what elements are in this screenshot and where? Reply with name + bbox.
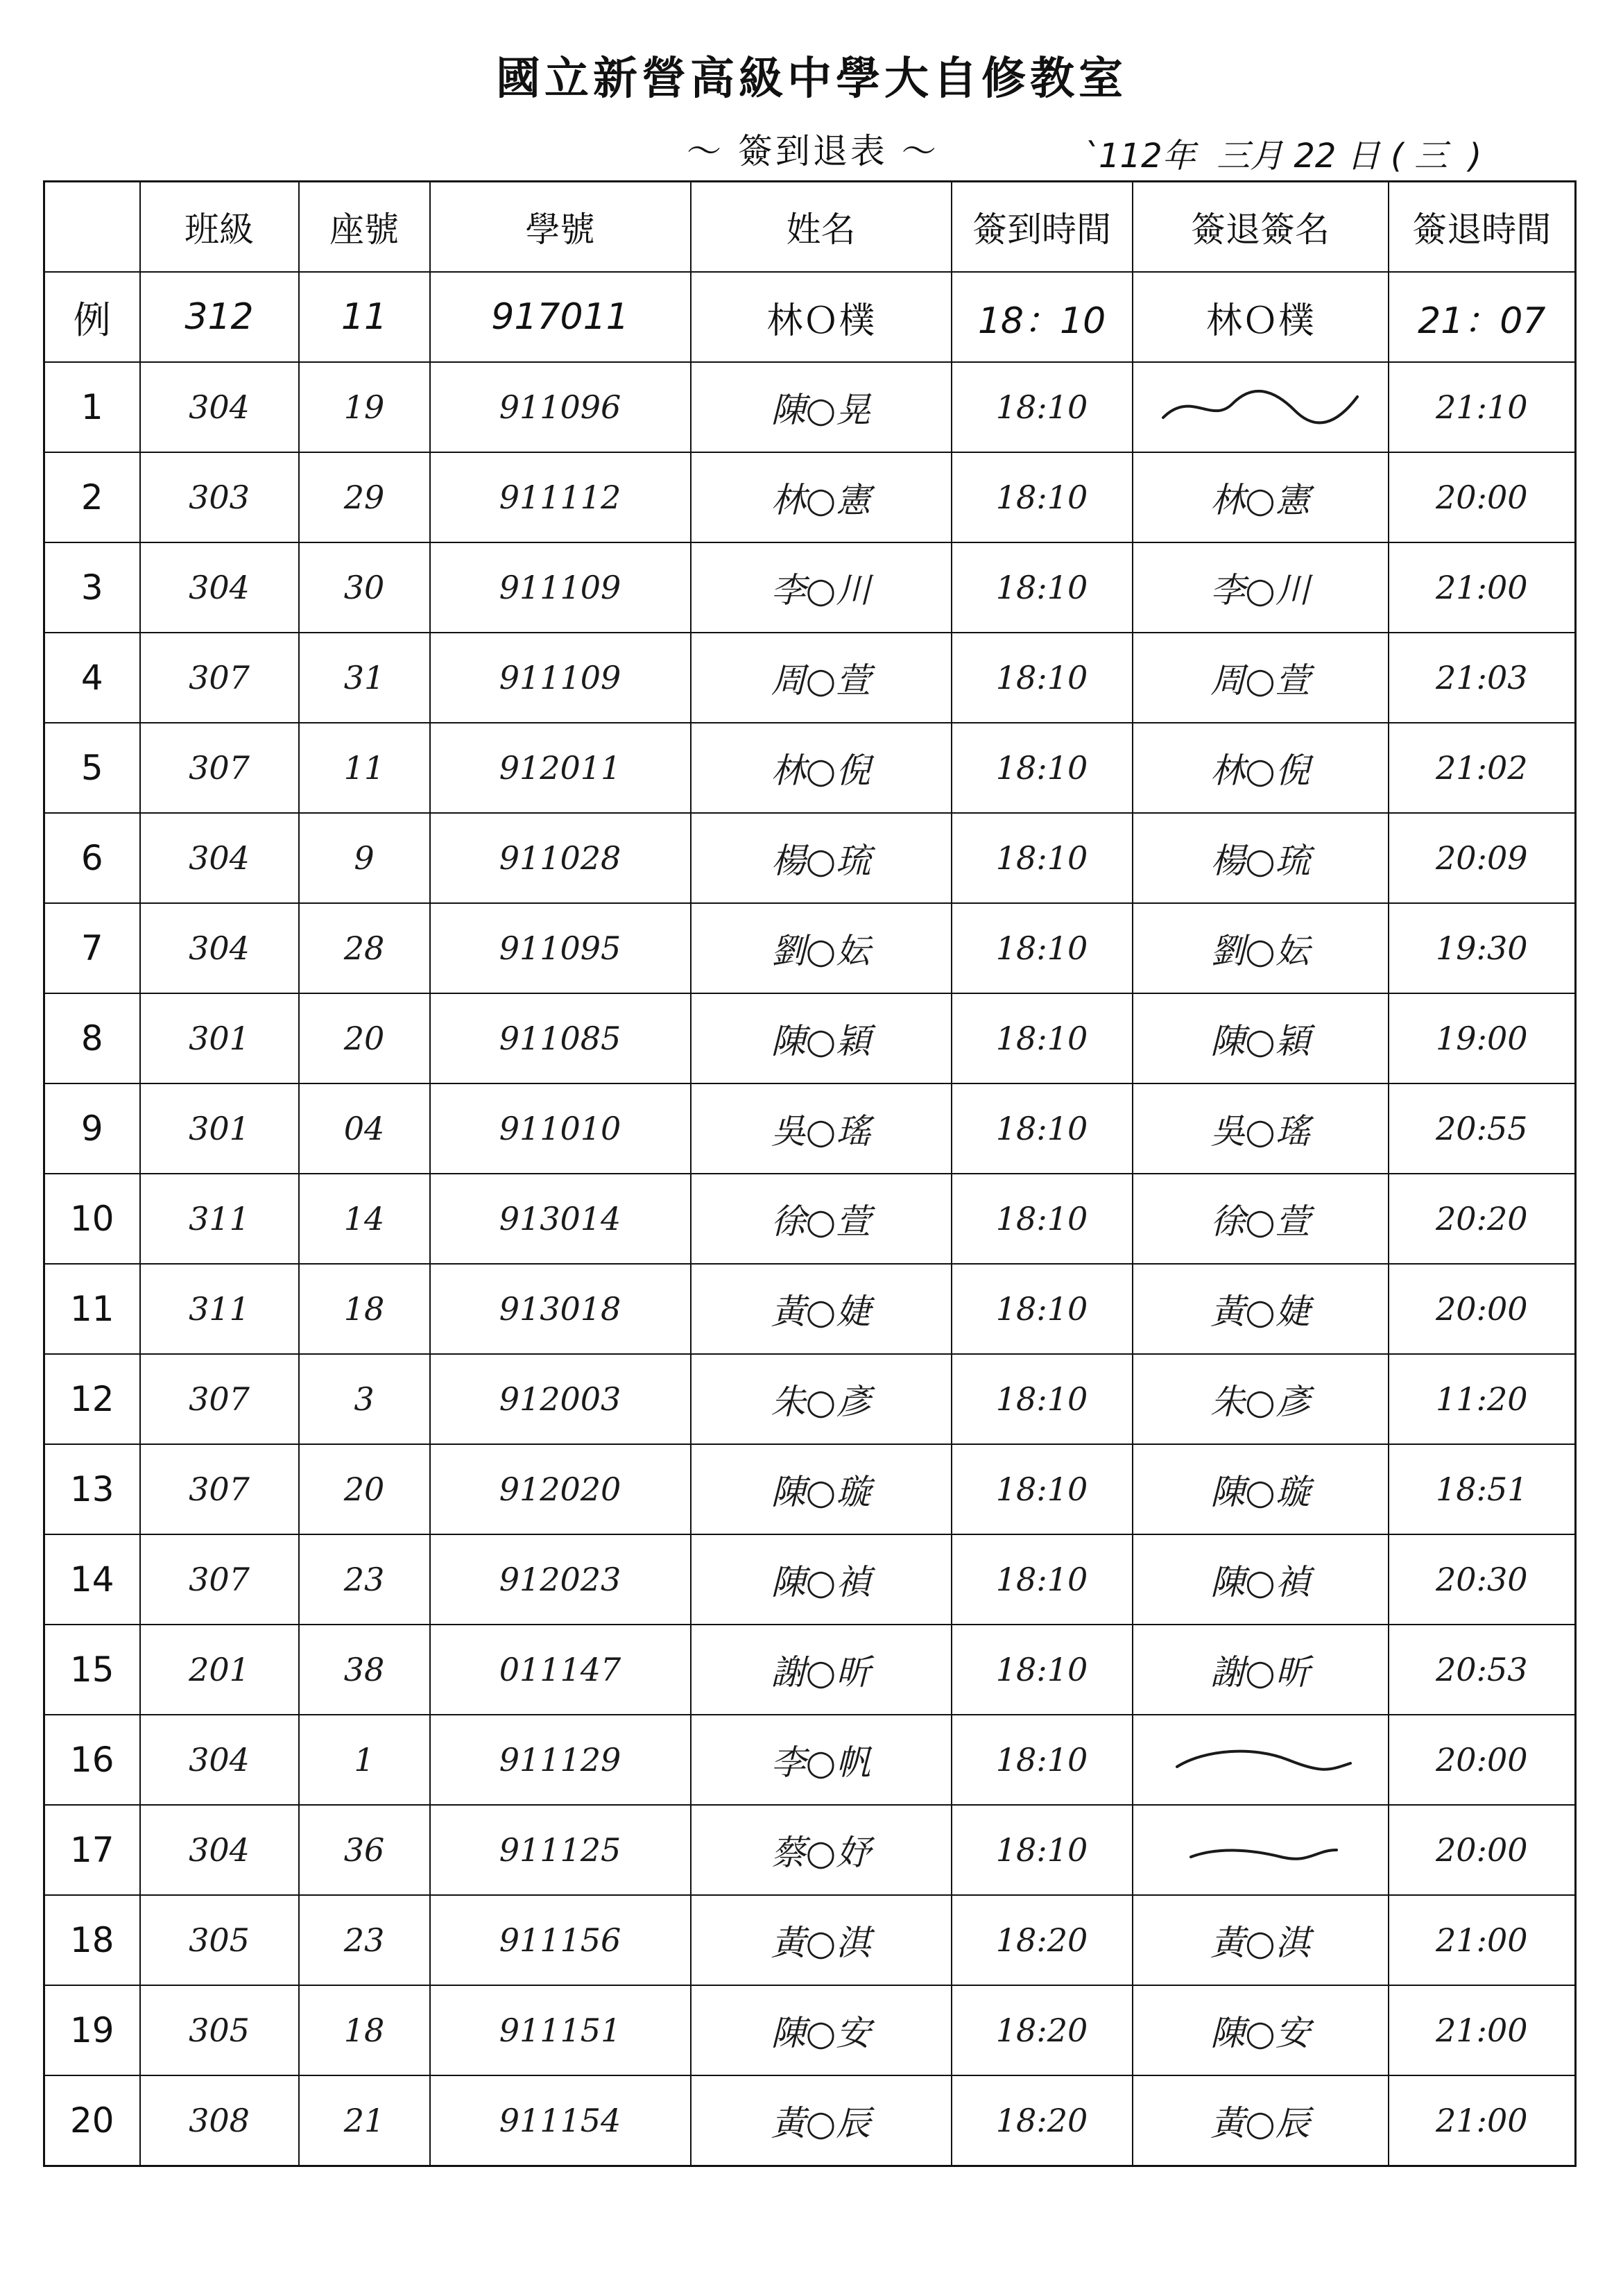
example-sign-out-time: 21：07 xyxy=(1389,272,1576,362)
name-cell: 陳○璇 xyxy=(691,1444,952,1534)
seat-cell: 29 xyxy=(299,452,430,542)
table-row xyxy=(44,1354,1576,1444)
name-cell: 劉○妘 xyxy=(691,903,952,993)
student-id-cell: 911154 xyxy=(430,2075,691,2166)
table-row xyxy=(44,1895,1576,1985)
sign-in-time-cell: 18:10 xyxy=(952,1174,1133,1264)
sign-out-time-cell: 19:00 xyxy=(1389,993,1576,1083)
class-cell: 304 xyxy=(140,903,299,993)
table-row xyxy=(44,362,1576,452)
sign-out-signature-cell xyxy=(1133,1805,1389,1895)
sign-in-time-cell: 18:20 xyxy=(952,1895,1133,1985)
name-cell: 楊○琉 xyxy=(691,813,952,903)
handwritten-signature-stroke xyxy=(1149,1729,1371,1791)
table-row xyxy=(44,993,1576,1083)
name-cell: 謝○昕 xyxy=(691,1625,952,1715)
table-row xyxy=(44,1083,1576,1174)
sign-out-signature-cell: 陳○穎 xyxy=(1133,993,1389,1083)
example-student-id: 917011 xyxy=(430,272,691,362)
row-index: 6 xyxy=(44,813,140,903)
column-header-class: 班級 xyxy=(140,182,299,273)
class-cell: 307 xyxy=(140,633,299,723)
sign-out-time-cell: 21:00 xyxy=(1389,2075,1576,2166)
table-row xyxy=(44,1264,1576,1354)
name-cell: 林○倪 xyxy=(691,723,952,813)
student-id-cell: 912011 xyxy=(430,723,691,813)
table-row xyxy=(44,723,1576,813)
name-cell: 陳○晃 xyxy=(691,362,952,452)
name-cell: 陳○安 xyxy=(691,1985,952,2075)
sign-out-time-cell: 20:09 xyxy=(1389,813,1576,903)
sign-in-time-cell: 18:10 xyxy=(952,1444,1133,1534)
name-cell: 李○川 xyxy=(691,542,952,633)
student-id-cell: 911125 xyxy=(430,1805,691,1895)
sign-out-signature-cell: 陳○禎 xyxy=(1133,1534,1389,1625)
class-cell: 311 xyxy=(140,1174,299,1264)
row-index: 2 xyxy=(44,452,140,542)
student-id-cell: 911129 xyxy=(430,1715,691,1805)
table-row xyxy=(44,1534,1576,1625)
name-cell: 黃○辰 xyxy=(691,2075,952,2166)
student-id-cell: 911151 xyxy=(430,1985,691,2075)
class-cell: 304 xyxy=(140,1805,299,1895)
name-cell: 徐○萱 xyxy=(691,1174,952,1264)
example-name: 林Ｏ樸 xyxy=(691,272,952,362)
sign-in-time-cell: 18:10 xyxy=(952,1625,1133,1715)
row-index: 7 xyxy=(44,903,140,993)
sign-out-signature-cell: 陳○璇 xyxy=(1133,1444,1389,1534)
sign-in-time-cell: 18:10 xyxy=(952,633,1133,723)
table-row xyxy=(44,903,1576,993)
class-cell: 307 xyxy=(140,1354,299,1444)
sign-out-signature-cell: 楊○琉 xyxy=(1133,813,1389,903)
student-id-cell: 911156 xyxy=(430,1895,691,1985)
column-header-sign-in-time: 簽到時間 xyxy=(952,182,1133,273)
student-id-cell: 911028 xyxy=(430,813,691,903)
sign-out-signature-cell: 林○憲 xyxy=(1133,452,1389,542)
class-cell: 308 xyxy=(140,2075,299,2166)
name-cell: 蔡○妤 xyxy=(691,1805,952,1895)
example-sign-out-signature: 林Ｏ樸 xyxy=(1133,272,1389,362)
class-cell: 305 xyxy=(140,1985,299,2075)
seat-cell: 18 xyxy=(299,1985,430,2075)
row-index: 8 xyxy=(44,993,140,1083)
seat-cell: 14 xyxy=(299,1174,430,1264)
column-header-index xyxy=(44,182,140,273)
sign-out-time-cell: 20:30 xyxy=(1389,1534,1576,1625)
student-id-cell: 913018 xyxy=(430,1264,691,1354)
student-id-cell: 912020 xyxy=(430,1444,691,1534)
sign-in-time-cell: 18:10 xyxy=(952,1805,1133,1895)
seat-cell: 28 xyxy=(299,903,430,993)
name-cell: 李○帆 xyxy=(691,1715,952,1805)
seat-cell: 11 xyxy=(299,723,430,813)
sign-out-signature-cell xyxy=(1133,1715,1389,1805)
class-cell: 307 xyxy=(140,723,299,813)
table-row xyxy=(44,813,1576,903)
table-row xyxy=(44,452,1576,542)
class-cell: 301 xyxy=(140,993,299,1083)
seat-cell: 21 xyxy=(299,2075,430,2166)
subtitle-row xyxy=(0,123,1623,179)
sign-in-time-cell: 18:10 xyxy=(952,1083,1133,1174)
sign-out-time-cell: 21:00 xyxy=(1389,1895,1576,1985)
class-cell: 201 xyxy=(140,1625,299,1715)
row-index: 15 xyxy=(44,1625,140,1715)
student-id-cell: 911010 xyxy=(430,1083,691,1174)
sign-in-time-cell: 18:10 xyxy=(952,1354,1133,1444)
name-cell: 周○萱 xyxy=(691,633,952,723)
seat-cell: 20 xyxy=(299,993,430,1083)
name-cell: 吳○瑤 xyxy=(691,1083,952,1174)
student-id-cell: 912003 xyxy=(430,1354,691,1444)
row-index: 1 xyxy=(44,362,140,452)
table-row xyxy=(44,1985,1576,2075)
seat-cell: 23 xyxy=(299,1534,430,1625)
column-header-sign-out-signature: 簽退簽名 xyxy=(1133,182,1389,273)
table-row xyxy=(44,633,1576,723)
example-seat: 11 xyxy=(299,272,430,362)
row-index: 11 xyxy=(44,1264,140,1354)
table-header-row xyxy=(44,182,1576,273)
example-row xyxy=(44,272,1576,362)
sign-out-time-cell: 20:00 xyxy=(1389,1715,1576,1805)
sign-out-signature-cell: 謝○昕 xyxy=(1133,1625,1389,1715)
seat-cell: 04 xyxy=(299,1083,430,1174)
column-header-sign-out-time: 簽退時間 xyxy=(1389,182,1576,273)
class-cell: 311 xyxy=(140,1264,299,1354)
sign-out-time-cell: 20:00 xyxy=(1389,452,1576,542)
row-index: 4 xyxy=(44,633,140,723)
sign-in-time-cell: 18:10 xyxy=(952,362,1133,452)
sign-out-time-cell: 11:20 xyxy=(1389,1354,1576,1444)
seat-cell: 36 xyxy=(299,1805,430,1895)
sign-in-time-cell: 18:10 xyxy=(952,723,1133,813)
sign-out-signature-cell: 周○萱 xyxy=(1133,633,1389,723)
table-row xyxy=(44,2075,1576,2166)
sign-out-time-cell: 21:00 xyxy=(1389,1985,1576,2075)
student-id-cell: 911095 xyxy=(430,903,691,993)
sign-out-signature-cell: 黃○婕 xyxy=(1133,1264,1389,1354)
handwritten-signature-stroke xyxy=(1149,1819,1371,1881)
form-subtitle: ～ 簽到退表 ～ xyxy=(687,131,939,171)
sign-in-time-cell: 18:10 xyxy=(952,452,1133,542)
sign-out-time-cell: 21:03 xyxy=(1389,633,1576,723)
sign-out-time-cell: 20:00 xyxy=(1389,1264,1576,1354)
sign-in-time-cell: 18:10 xyxy=(952,813,1133,903)
sign-out-time-cell: 19:30 xyxy=(1389,903,1576,993)
class-cell: 304 xyxy=(140,1715,299,1805)
table-row xyxy=(44,1444,1576,1534)
sign-in-time-cell: 18:10 xyxy=(952,903,1133,993)
sign-out-signature-cell: 朱○彥 xyxy=(1133,1354,1389,1444)
name-cell: 黃○淇 xyxy=(691,1895,952,1985)
sign-out-time-cell: 20:00 xyxy=(1389,1805,1576,1895)
sign-out-signature-cell: 黃○淇 xyxy=(1133,1895,1389,1985)
sign-out-signature-cell: 黃○辰 xyxy=(1133,2075,1389,2166)
seat-cell: 20 xyxy=(299,1444,430,1534)
table-row xyxy=(44,1174,1576,1264)
sign-out-signature-cell xyxy=(1133,362,1389,452)
sign-in-time-cell: 18:20 xyxy=(952,1985,1133,2075)
student-id-cell: 911109 xyxy=(430,633,691,723)
table-row xyxy=(44,1715,1576,1805)
handwritten-signature-stroke xyxy=(1149,376,1371,438)
name-cell: 黃○婕 xyxy=(691,1264,952,1354)
seat-cell: 3 xyxy=(299,1354,430,1444)
sign-in-time-cell: 18:10 xyxy=(952,1534,1133,1625)
student-id-cell: 911109 xyxy=(430,542,691,633)
sign-out-signature-cell: 李○川 xyxy=(1133,542,1389,633)
sign-out-signature-cell: 吳○瑤 xyxy=(1133,1083,1389,1174)
sign-in-time-cell: 18:10 xyxy=(952,993,1133,1083)
table-row xyxy=(44,1625,1576,1715)
class-cell: 303 xyxy=(140,452,299,542)
row-index: 3 xyxy=(44,542,140,633)
row-index: 5 xyxy=(44,723,140,813)
row-index: 19 xyxy=(44,1985,140,2075)
table-row xyxy=(44,1805,1576,1895)
sign-out-signature-cell: 陳○安 xyxy=(1133,1985,1389,2075)
student-id-cell: 912023 xyxy=(430,1534,691,1625)
seat-cell: 31 xyxy=(299,633,430,723)
row-index: 17 xyxy=(44,1805,140,1895)
sign-in-time-cell: 18:10 xyxy=(952,542,1133,633)
seat-cell: 23 xyxy=(299,1895,430,1985)
name-cell: 陳○禎 xyxy=(691,1534,952,1625)
row-index: 10 xyxy=(44,1174,140,1264)
seat-cell: 19 xyxy=(299,362,430,452)
table-row xyxy=(44,542,1576,633)
class-cell: 304 xyxy=(140,813,299,903)
sign-out-time-cell: 21:02 xyxy=(1389,723,1576,813)
seat-cell: 1 xyxy=(299,1715,430,1805)
sign-out-time-cell: 20:55 xyxy=(1389,1083,1576,1174)
row-index: 12 xyxy=(44,1354,140,1444)
sign-out-time-cell: 21:10 xyxy=(1389,362,1576,452)
sign-out-signature-cell: 林○倪 xyxy=(1133,723,1389,813)
class-cell: 305 xyxy=(140,1895,299,1985)
sign-out-time-cell: 20:20 xyxy=(1389,1174,1576,1264)
class-cell: 307 xyxy=(140,1444,299,1534)
name-cell: 林○憲 xyxy=(691,452,952,542)
student-id-cell: 913014 xyxy=(430,1174,691,1264)
example-index: 例 xyxy=(44,272,140,362)
sign-in-time-cell: 18:10 xyxy=(952,1264,1133,1354)
class-cell: 301 xyxy=(140,1083,299,1174)
student-id-cell: 911085 xyxy=(430,993,691,1083)
sign-in-time-cell: 18:20 xyxy=(952,2075,1133,2166)
sign-in-time-cell: 18:10 xyxy=(952,1715,1133,1805)
row-index: 20 xyxy=(44,2075,140,2166)
class-cell: 304 xyxy=(140,362,299,452)
seat-cell: 18 xyxy=(299,1264,430,1354)
sign-out-signature-cell: 劉○妘 xyxy=(1133,903,1389,993)
sign-in-out-table xyxy=(43,180,1577,2167)
student-id-cell: 911096 xyxy=(430,362,691,452)
class-cell: 304 xyxy=(140,542,299,633)
sign-out-time-cell: 21:00 xyxy=(1389,542,1576,633)
example-sign-in-time: 18：10 xyxy=(952,272,1133,362)
seat-cell: 9 xyxy=(299,813,430,903)
name-cell: 陳○穎 xyxy=(691,993,952,1083)
student-id-cell: 011147 xyxy=(430,1625,691,1715)
row-index: 14 xyxy=(44,1534,140,1625)
row-index: 9 xyxy=(44,1083,140,1174)
row-index: 16 xyxy=(44,1715,140,1805)
row-index: 18 xyxy=(44,1895,140,1985)
sign-out-signature-cell: 徐○萱 xyxy=(1133,1174,1389,1264)
row-index: 13 xyxy=(44,1444,140,1534)
student-id-cell: 911112 xyxy=(430,452,691,542)
date-line: `112年 三月 22 日 ( 三 ) xyxy=(1082,137,1482,175)
column-header-student-id: 學號 xyxy=(430,182,691,273)
example-class: 312 xyxy=(140,272,299,362)
seat-cell: 38 xyxy=(299,1625,430,1715)
column-header-seat: 座號 xyxy=(299,182,430,273)
sign-out-time-cell: 20:53 xyxy=(1389,1625,1576,1715)
column-header-name: 姓名 xyxy=(691,182,952,273)
name-cell: 朱○彥 xyxy=(691,1354,952,1444)
seat-cell: 30 xyxy=(299,542,430,633)
class-cell: 307 xyxy=(140,1534,299,1625)
page-title: 國立新營高級中學大自修教室 xyxy=(496,53,1127,105)
sign-out-time-cell: 18:51 xyxy=(1389,1444,1576,1534)
